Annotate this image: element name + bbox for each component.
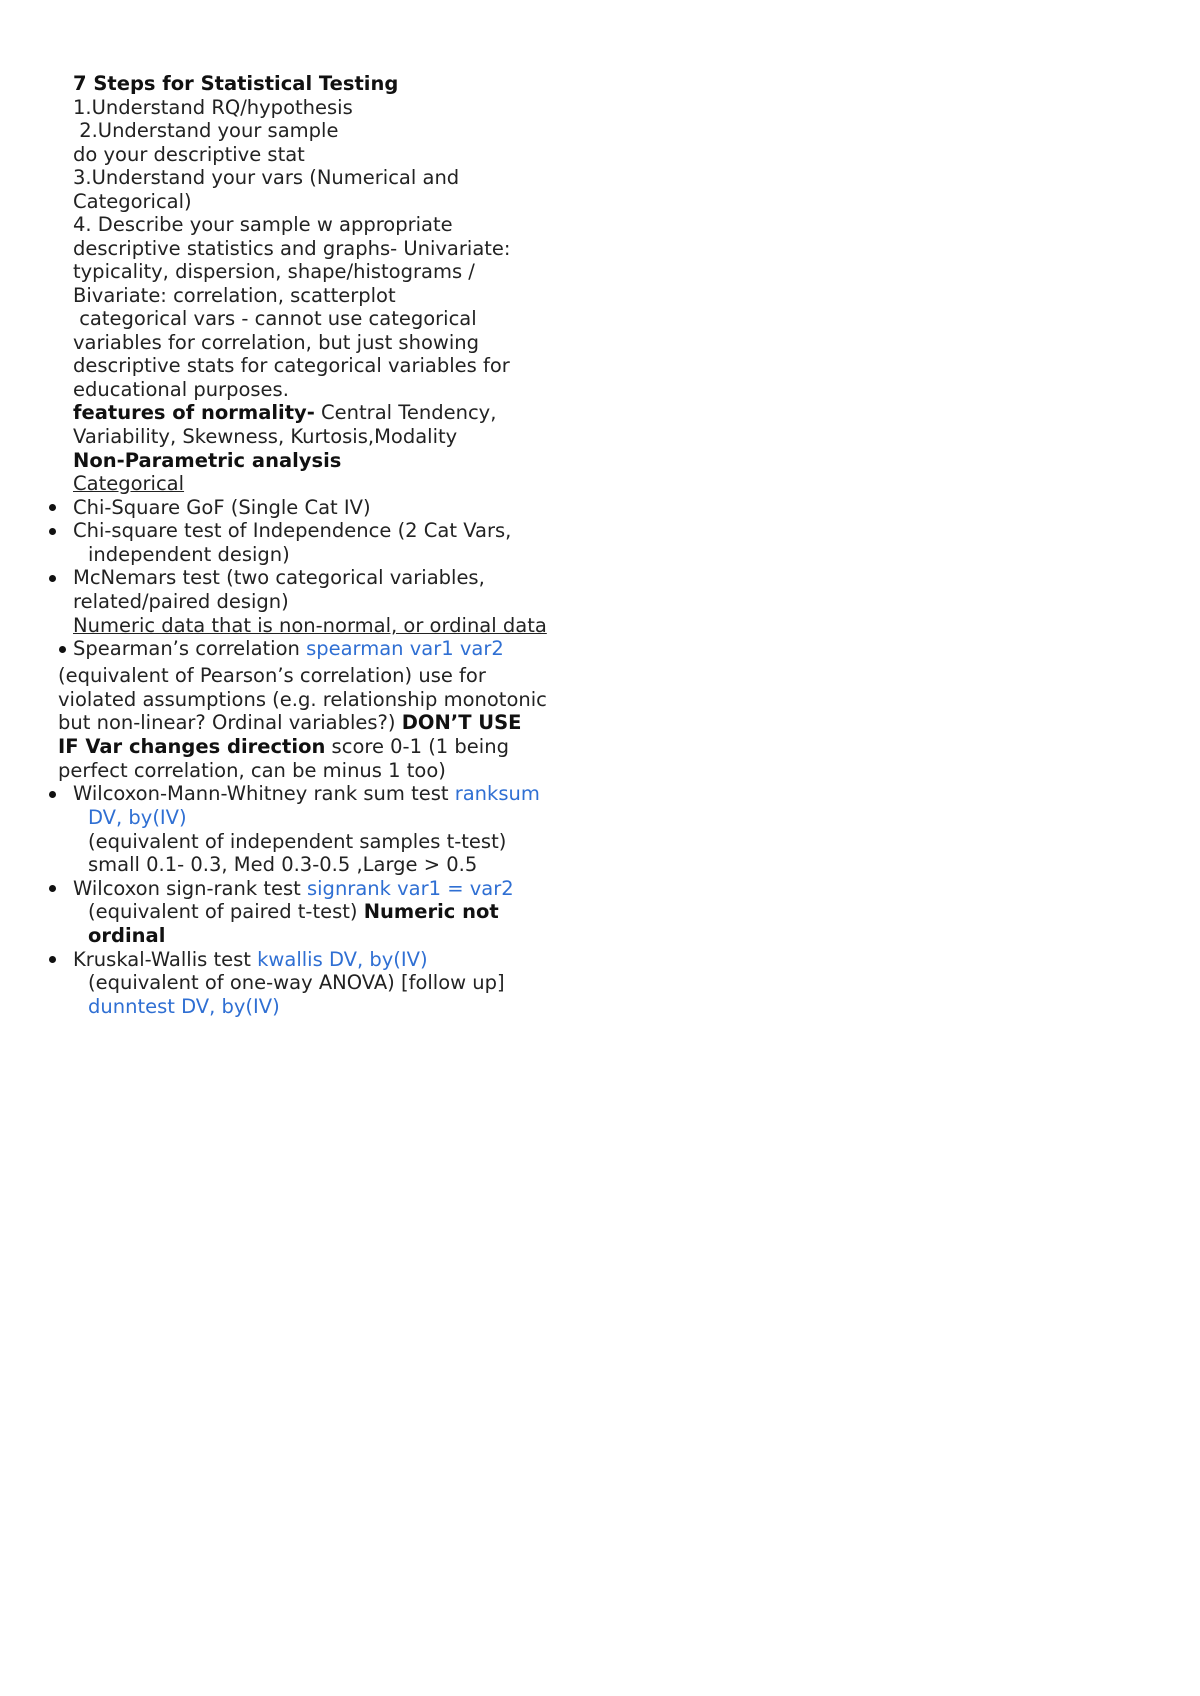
step-4-line-2: descriptive statistics and graphs- Univariate: xyxy=(73,237,511,260)
signrank-line-2-text: (equivalent of paired t-test) xyxy=(88,900,364,923)
signrank-line-2 xyxy=(88,900,499,924)
signrank-name: Wilcoxon sign-rank test xyxy=(73,877,307,900)
spearman-name: Spearman’s correlation xyxy=(73,637,307,660)
list-item-mcnemar: McNemars test (two categorical variables, xyxy=(73,566,485,589)
step-4-line-1: 4. Describe your sample w appropriate xyxy=(73,213,453,236)
normality-label: features of normality- xyxy=(73,401,315,424)
spearman-line-6: perfect correlation, can be minus 1 too) xyxy=(58,759,446,782)
step-4-line-4: Bivariate: correlation, scatterplot xyxy=(73,284,396,307)
nonparametric-heading: Non-Parametric analysis xyxy=(73,449,342,472)
bullet-icon xyxy=(49,528,56,535)
spearman-line-5 xyxy=(58,735,509,759)
signrank-note-cont: ordinal xyxy=(88,924,166,947)
bullet-icon xyxy=(49,791,56,798)
step-3-line-1: 3.Understand your vars (Numerical and xyxy=(73,166,460,189)
list-item-kruskal-wallis xyxy=(73,948,428,972)
bullet-icon xyxy=(49,885,56,892)
step-3-line-2: Categorical) xyxy=(73,190,192,213)
kw-followup-command: dunntest DV, by(IV) xyxy=(88,995,280,1018)
step-4-line-3: typicality, dispersion, shape/histograms / xyxy=(73,260,475,283)
step-4-line-6: variables for correlation, but just showing xyxy=(73,331,479,354)
bullet-icon xyxy=(49,504,56,511)
signrank-note: Numeric not xyxy=(363,900,499,923)
list-item-chi-square-independence-cont: independent design) xyxy=(88,543,290,566)
step-4-line-8: educational purposes. xyxy=(73,378,289,401)
normality-text-1: Central Tendency, xyxy=(314,401,497,424)
wmw-name: Wilcoxon-Mann-Whitney rank sum test xyxy=(73,782,455,805)
kw-line-2: (equivalent of one-way ANOVA) [follow up] xyxy=(88,971,505,994)
numeric-heading: Numeric data that is non-normal, or ordinal data xyxy=(73,614,547,637)
kw-command: kwallis DV, by(IV) xyxy=(257,948,428,971)
step-2-note: do your descriptive stat xyxy=(73,143,305,166)
wmw-line-4: small 0.1- 0.3, Med 0.3-0.5 ,Large > 0.5 xyxy=(88,853,478,876)
list-item-spearman xyxy=(73,637,504,661)
bullet-icon xyxy=(49,575,56,582)
list-item-mcnemar-cont: related/paired design) xyxy=(73,590,289,613)
normality-line-2: Variability, Skewness, Kurtosis,Modality xyxy=(73,425,458,448)
spearman-line-3: violated assumptions (e.g. relationship monotonic xyxy=(58,688,547,711)
normality-line-1 xyxy=(73,401,496,425)
spearman-warning-cont: IF Var changes direction xyxy=(58,735,326,758)
spearman-line-5-text: score 0-1 (1 being xyxy=(325,735,509,758)
spearman-line-2: (equivalent of Pearson’s correlation) use for xyxy=(58,664,486,687)
kw-name: Kruskal-Wallis test xyxy=(73,948,258,971)
list-item-chi-square-independence: Chi-square test of Independence (2 Cat Vars, xyxy=(73,519,512,542)
categorical-heading: Categorical xyxy=(73,472,185,495)
wmw-line-3: (equivalent of independent samples t-test) xyxy=(88,830,507,853)
bullet-icon xyxy=(49,956,56,963)
spearman-line-4-text: but non-linear? Ordinal variables?) xyxy=(58,711,402,734)
step-2: 2.Understand your sample xyxy=(73,119,339,142)
list-item-chi-square-gof: Chi-Square GoF (Single Cat IV) xyxy=(73,496,371,519)
list-item-wilcoxon-mann-whitney xyxy=(73,782,540,806)
document-title: 7 Steps for Statistical Testing xyxy=(73,72,399,95)
wmw-command: ranksum xyxy=(454,782,540,805)
spearman-warning: DON’T USE xyxy=(401,711,522,734)
wmw-command-cont: DV, by(IV) xyxy=(88,806,187,829)
step-1: 1.Understand RQ/hypothesis xyxy=(73,96,353,119)
list-item-wilcoxon-sign-rank xyxy=(73,877,514,901)
spearman-line-4 xyxy=(58,711,521,735)
step-4-line-7: descriptive stats for categorical variables for xyxy=(73,354,510,377)
signrank-command: signrank var1 = var2 xyxy=(306,877,514,900)
spearman-command: spearman var1 var2 xyxy=(306,637,504,660)
step-4-line-5: categorical vars - cannot use categorical xyxy=(73,307,477,330)
bullet-icon xyxy=(59,646,66,653)
